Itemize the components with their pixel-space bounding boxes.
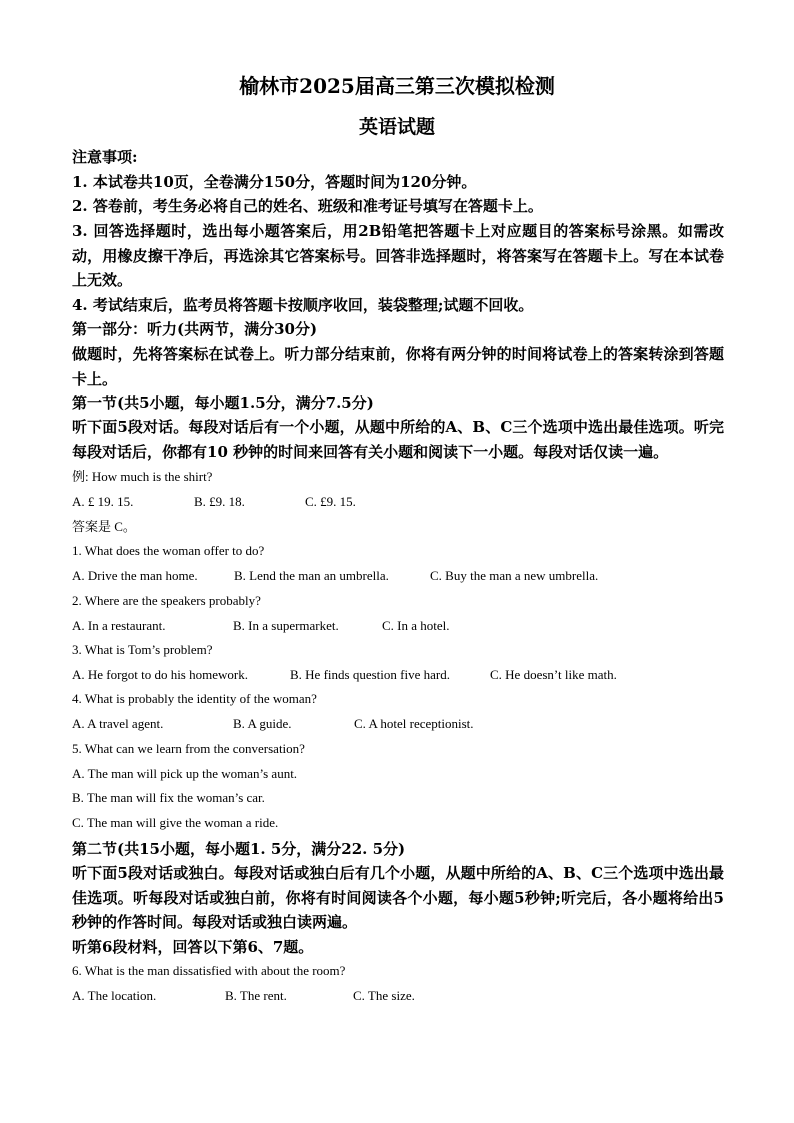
notice-heading: 注意事项: — [72, 148, 138, 166]
option: C. He doesn’t like math. — [490, 667, 617, 682]
section2-instruction: 听下面5段对话或独白。每段对话或独白后有几个小题，从题中所给的A、B、C三个选项中选出最佳选项。听每段对话或独白前，你将有时间阅读各个小题，每小题5秒钟;听完后，各小题将给出5 秒钟的作答时间。每段对话或独白读两遍。 — [72, 864, 724, 931]
notice-item: 4. 考试结束后，监考员将答题卡按顺序收回，装袋整理;试题不回收。 — [72, 296, 534, 314]
option: B. The man will fix the woman’s car. — [72, 790, 265, 805]
option: C. A hotel receptionist. — [354, 716, 474, 731]
question-text: 6. What is the man dissatisfied with about the room? — [72, 963, 346, 978]
example-answer: 答案是 C。 — [72, 519, 136, 534]
option: B. The rent. — [225, 988, 287, 1003]
option: A. The location. — [72, 988, 157, 1003]
part1-instruction: 做题时，先将答案标在试卷上。听力部分结束前，你将有两分钟的时间将试卷上的答案转涂到答题卡上。 — [72, 345, 724, 388]
option: A. He forgot to do his homework. — [72, 667, 248, 682]
option: B. A guide. — [233, 716, 292, 731]
option: C. £9. 15. — [305, 494, 356, 509]
exam-subtitle: 英语试题 — [358, 116, 435, 138]
question-text: 4. What is probably the identity of the woman? — [72, 691, 317, 706]
option: B. £9. 18. — [194, 494, 245, 509]
exam-title: 榆林市2025届高三第三次模拟检测 — [239, 74, 555, 98]
question-text: 2. Where are the speakers probably? — [72, 593, 261, 608]
notice-item: 2. 答卷前，考生务必将自己的姓名、班级和准考证号填写在答题卡上。 — [72, 197, 543, 215]
section1-heading: 第一节(共5小题，每小题1.5分，满分7.5分) — [72, 394, 374, 412]
notice-item: 3. 回答选择题时，选出每小题答案后，用2B铅笔把答题卡上对应题目的答案标号涂黑。如需改动，用橡皮擦干净后，再选涂其它答案标号。回答非选择题时，将答案写在答题卡上。写在本试卷上无效。 — [72, 222, 724, 289]
option: C. The size. — [353, 988, 415, 1003]
option: C. The man will give the woman a ride. — [72, 815, 279, 830]
material-heading: 听第6段材料，回答以下第6、7题。 — [72, 938, 314, 956]
option: C. Buy the man a new umbrella. — [430, 568, 599, 583]
option: A. In a restaurant. — [72, 618, 166, 633]
notice-item: 1. 本试卷共10页，全卷满分150分，答题时间为120分钟。 — [72, 173, 477, 191]
option: B. He finds question five hard. — [290, 667, 450, 682]
option: A. A travel agent. — [72, 716, 164, 731]
option: A. The man will pick up the woman’s aunt. — [72, 766, 298, 781]
option: A. £ 19. 15. — [72, 494, 134, 509]
section1-instruction: 听下面5段对话。每段对话后有一个小题，从题中所给的A、B、C三个选项中选出最佳选项。听完每段对话后，你都有10 秒钟的时间来回答有关小题和阅读下一小题。每段对话仅读一遍。 — [72, 418, 724, 461]
part1-heading: 第一部分：听力(共两节，满分30分) — [72, 320, 318, 338]
section2-heading: 第二节(共15小题，每小题1. 5分，满分22. 5分) — [72, 840, 406, 858]
option: A. Drive the man home. — [72, 568, 198, 583]
option: C. In a hotel. — [382, 618, 450, 633]
question-text: 5. What can we learn from the conversation? — [72, 741, 305, 756]
example-question: 例: How much is the shirt? — [72, 469, 213, 484]
option: B. Lend the man an umbrella. — [234, 568, 389, 583]
question-text: 3. What is Tom’s problem? — [72, 642, 213, 657]
question-text: 1. What does the woman offer to do? — [72, 543, 265, 558]
option: B. In a supermarket. — [233, 618, 339, 633]
